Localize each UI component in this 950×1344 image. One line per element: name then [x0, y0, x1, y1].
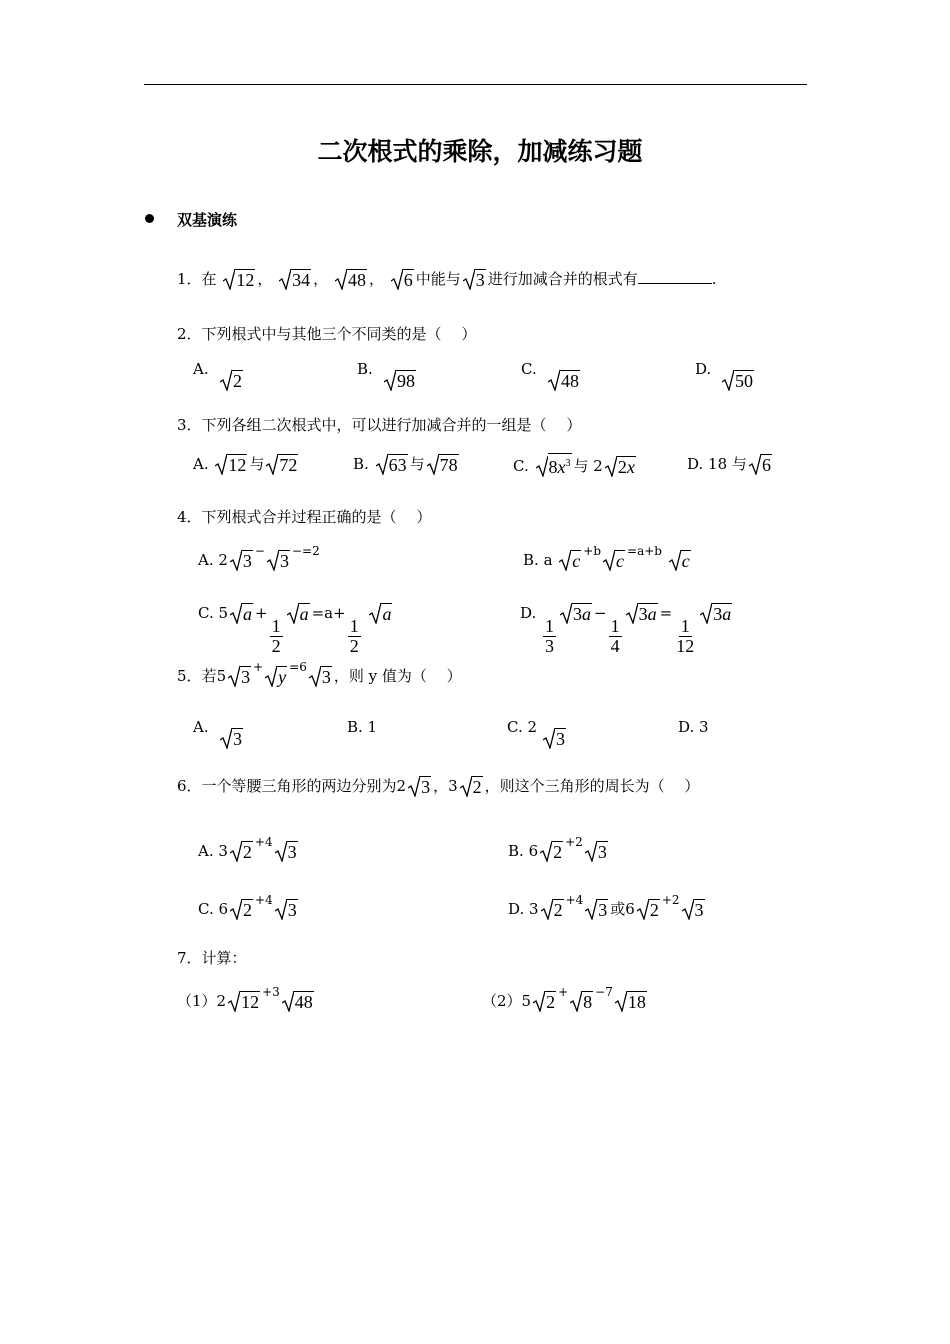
option-a: A.: [193, 718, 209, 736]
radical: 34: [279, 268, 311, 290]
question-1: 1．在 12 ， 34 ， 48 ， 6 中能与 3 进行加减合并的根式有 .: [177, 270, 717, 290]
header-rule: [144, 84, 807, 85]
option-b: B.: [357, 360, 373, 378]
answer-blank[interactable]: [638, 269, 712, 284]
option-d-expr: 50: [720, 369, 756, 391]
option-b: B. 6 2 $^{+2}$ 3: [508, 835, 607, 862]
option-a: A.: [193, 360, 209, 378]
option-d: D. 3 2 $^{+4}$ 3 或6 2 $^{+2}$ 3: [508, 893, 704, 920]
option-c: C. 5 a + $\frac{1}{2}$ a =a+ $\frac{1}{2}$ a: [198, 604, 392, 656]
option-a: A. 3 2 $^{+4}$ 3: [198, 835, 297, 862]
option-b: B. 63 与 78: [353, 455, 458, 475]
option-b: B. 1: [347, 718, 378, 736]
q7-part-2: （2）5 2 + 8 $^{-7}$ 18: [482, 985, 646, 1012]
option-d: D. $\frac{1}{3}$ 3a − $\frac{1}{4}$ 3a = $\frac{1}{12}$ 3a: [520, 604, 732, 656]
radical: 6: [391, 268, 414, 290]
option-a: A. 2 3 − 3 $^{-=2}$: [198, 544, 320, 571]
option-c: C. 6 2 $^{+4}$ 3: [198, 893, 297, 920]
option-d: D. 3: [678, 718, 709, 736]
bullet-icon: [145, 214, 154, 223]
option-a: A. 12 与 72: [193, 455, 298, 475]
question-3: 3．下列各组二次根式中，可以进行加减合并的一组是（ ）: [177, 416, 582, 434]
option-c: C.: [521, 360, 537, 378]
option-a-expr: 2: [218, 369, 245, 391]
question-6: 6．一个等腰三角形的两边分别为2 3 ，3 2 ，则这个三角形的周长为（ ）: [177, 777, 700, 797]
option-c: C. 2: [507, 718, 538, 736]
option-d: D. 18 与 6: [687, 455, 771, 475]
section-heading: 双基演练: [177, 211, 238, 229]
option-c: C. $8x^3$ 与 2 2x: [513, 453, 638, 477]
option-c-expr: 3: [541, 727, 568, 749]
question-7: 7．计算：: [177, 949, 247, 967]
q7-part-1: （1）2 12 $^{+3}$ 48: [177, 985, 313, 1012]
option-b-expr: 98: [382, 369, 418, 391]
page-title: 二次根式的乘除，加减练习题: [317, 137, 643, 166]
radical: 12: [223, 268, 255, 290]
radical: 48: [335, 268, 367, 290]
option-b: B. a c $^{+b}$ c $^{=a+b}$ c: [523, 544, 690, 571]
question-4: 4．下列根式合并过程正确的是（ ）: [177, 508, 432, 526]
option-a-expr: 3: [218, 727, 245, 749]
question-5: 5．若5 3 + y $^{=6}$ 3 ，则 y 值为（ ）: [177, 660, 462, 687]
question-2: 2．下列根式中与其他三个不同类的是（ ）: [177, 325, 477, 343]
radical: 3: [463, 268, 486, 290]
option-c-expr: 48: [546, 369, 582, 391]
option-d: D.: [695, 360, 712, 378]
